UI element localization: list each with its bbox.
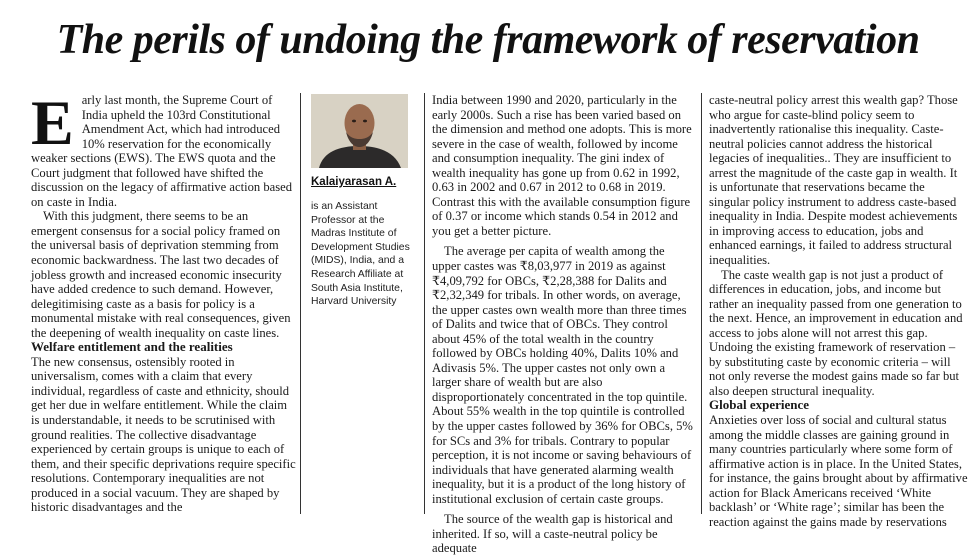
paragraph: The source of the wealth gap is historical and inherited. If so, will a caste-neutral policy be adequate xyxy=(432,512,673,556)
paragraph: The average per capita of wealth among the upper castes was ₹8,03,977 in 2019 as against ₹4,09,792 for OBCs, ₹2,28,388 for Dalits and ₹2,32,349 for tribals. In other words, on average, the upper castes own wealth more than three times of Dalits and twice that of OBCs. They control about 45% of the total wealth in the country followed by OBCs holding 40%, Dalits 10% and Adivasis 5%. The upper castes not only own a larger share of wealth but are also disproportionately concentrated in the top quintile. About 55% wealth in the top quintile is controlled by the upper castes followed by 36% for OBCs, 5% for SCs and 3% for tribals. Contrary to popular perception, it is not income or saving behaviours of individuals that have generated alarming wealth inequality, but it is a product of the long history of institutional exclusion of certain caste groups. xyxy=(432,244,693,506)
column-3 xyxy=(432,93,696,556)
paragraph: With this judgment, there seems to be an emergent consensus for a social policy framed on the universal basis of deprivation stemming from economic backwardness. The last two decades of jobless growth and increased economic insecurity have added credence to such demand. However, delegitimising caste as a basis for policy is a monumental mistake with real consequences, given the deepening of wealth inequality on caste lines. xyxy=(31,209,291,340)
column-divider xyxy=(701,93,702,514)
author-portrait xyxy=(311,94,408,168)
subheading-welfare: Welfare entitlement and the realities xyxy=(31,339,233,355)
column-1 xyxy=(31,87,297,515)
intro-text: arly last month, the Supreme Court of India upheld the 103rd Constitutional Amendment Act, which had introduced 10% reservation for the economically weaker sections (EWS). The EWS quota and the Court judgment that followed have shifted the discussion on the legacy of affirmative action based on caste in India. xyxy=(31,93,293,209)
author-block xyxy=(311,94,419,309)
author-name: Kalaiyarasan A. xyxy=(311,176,397,188)
headline: The perils of undoing the framework of reservation xyxy=(56,17,920,63)
paragraph: The new consensus, ostensibly rooted in universalism, comes with a claim that every individual, regardless of caste and ethnicity, should get her due in welfare entitlement. While the claim is understandable, it needs to be scrutinised with ground realities. The collective disadvantage experienced by certain groups is unique to each of them, and their specific deprivations require specific resolutions. Contemporary inequalities are not produced in a social vacuum. They are shaped by historic disadvantages and the xyxy=(31,354,296,515)
column-4 xyxy=(709,93,968,529)
drop-cap: E xyxy=(31,87,74,158)
column-divider xyxy=(300,93,301,514)
author-bio: is an Assistant Professor at the Madras Institute of Development Studies (MIDS), India, and a Research Affiliate at South Asia Institute, Harvard University xyxy=(311,201,410,308)
intro-paragraph xyxy=(31,87,297,209)
subheading-global-experience: Global experience xyxy=(709,397,810,413)
paragraph: The caste wealth gap is not just a product of differences in education, jobs, and income but rather an inequality passed from one generation to the next. Hence, an improvement in education and access to jobs alone will not arrest this gap. Undoing the existing framework of reservation – by substituting caste by economic criteria – will not only reverse the modest gains made so far but also deepen structural inequality. xyxy=(709,267,963,398)
paragraph: India between 1990 and 2020, particularly in the early 2000s. Such a rise has been varied based on the dimension and method one adopts. This is more severe in the case of wealth, followed by income and consumption inequality. The gini index of wealth inequality has gone up from 0.62 in 1992, 0.63 in 2002 and 0.67 in 2012 to 0.68 in 2019. Contrast this with the available consumption figure of 0.37 or income which stands 0.54 in 2012 and you get a better picture. xyxy=(432,93,692,238)
paragraph: caste-neutral policy arrest this wealth gap? Those who argue for caste-blind policy seem to inadvertently rationalise this inequality. Caste-neutral policies cannot address the historical legacies of inequalities.. They are insufficient to arrest the magnitude of the caste gap in wealth. It is unfortunate that reservations became the singular policy instrument to address caste-based inequality in India. Despite modest achievements in improving access to education, jobs and enhanced earnings, it failed to address structural inequalities. xyxy=(709,93,958,268)
paragraph: Anxieties over loss of social and cultural status among the middle classes are gaining ground in many countries particularly where some form of affirmative action is in place. In the United States, for instance, the gains brought about by affirmative action for Black Americans received ‘White backlash’ or ‘White rage’; similar has been the reaction against the gains made by reservations xyxy=(709,413,968,529)
column-divider xyxy=(424,93,425,514)
